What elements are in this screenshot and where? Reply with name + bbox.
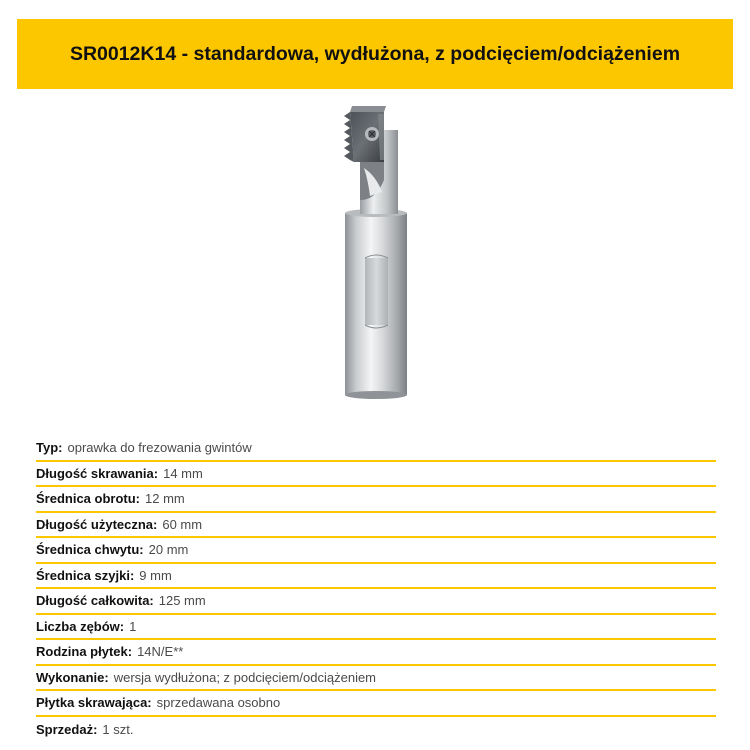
spec-value: 125 mm (158, 593, 206, 609)
spec-label: Długość użyteczna: (36, 516, 158, 532)
spec-value: oprawka do frezowania gwintów (67, 440, 252, 456)
spec-value: 1 (129, 618, 137, 634)
spec-label: Liczba zębów: (36, 618, 125, 634)
spec-value: 9 mm (139, 567, 172, 583)
product-title: SR0012K14 - standardowa, wydłużona, z podcięciem/odciążeniem (69, 42, 681, 65)
spec-row-dlugosc-calkowita (36, 589, 716, 615)
spec-value: 1 szt. (102, 721, 134, 737)
spec-value: 20 mm (148, 542, 189, 558)
title-banner (17, 19, 733, 89)
spec-label: Średnica szyjki: (36, 567, 135, 583)
spec-label: Płytka skrawająca: (36, 695, 152, 711)
spec-row-sprzedaz (36, 717, 716, 743)
spec-value: 60 mm (162, 516, 203, 532)
spec-label: Wykonanie: (36, 669, 109, 685)
spec-row-dlugosc-uzyteczna (36, 513, 716, 539)
spec-row-srednica-szyjki (36, 564, 716, 590)
spec-row-wykonanie (36, 666, 716, 692)
spec-label: Długość całkowita: (36, 593, 154, 609)
spec-row-srednica-chwytu (36, 538, 716, 564)
spec-label: Średnica obrotu: (36, 491, 141, 507)
spec-value: 14 mm (163, 465, 203, 481)
spec-row-plytka-skrawajaca (36, 691, 716, 717)
spec-row-dlugosc-skrawania (36, 462, 716, 488)
spec-label: Typ: (36, 440, 63, 456)
spec-label: Średnica chwytu: (36, 542, 144, 558)
spec-row-typ (36, 436, 716, 462)
spec-label: Sprzedaż: (36, 721, 98, 737)
spec-value: wersja wydłużona; z podcięciem/odciążeniem (113, 669, 377, 685)
spec-value: 12 mm (145, 491, 185, 507)
spec-value: sprzedawana osobno (156, 695, 281, 711)
spec-row-rodzina-plytek (36, 640, 716, 666)
spec-label: Długość skrawania: (36, 465, 159, 481)
spec-row-liczba-zebow (36, 615, 716, 641)
thread-milling-holder-icon (320, 100, 430, 400)
spec-value: 14N/E** (137, 644, 184, 660)
spec-label: Rodzina płytek: (36, 644, 133, 660)
spec-list (36, 436, 716, 742)
spec-row-srednica-obrotu (36, 487, 716, 513)
